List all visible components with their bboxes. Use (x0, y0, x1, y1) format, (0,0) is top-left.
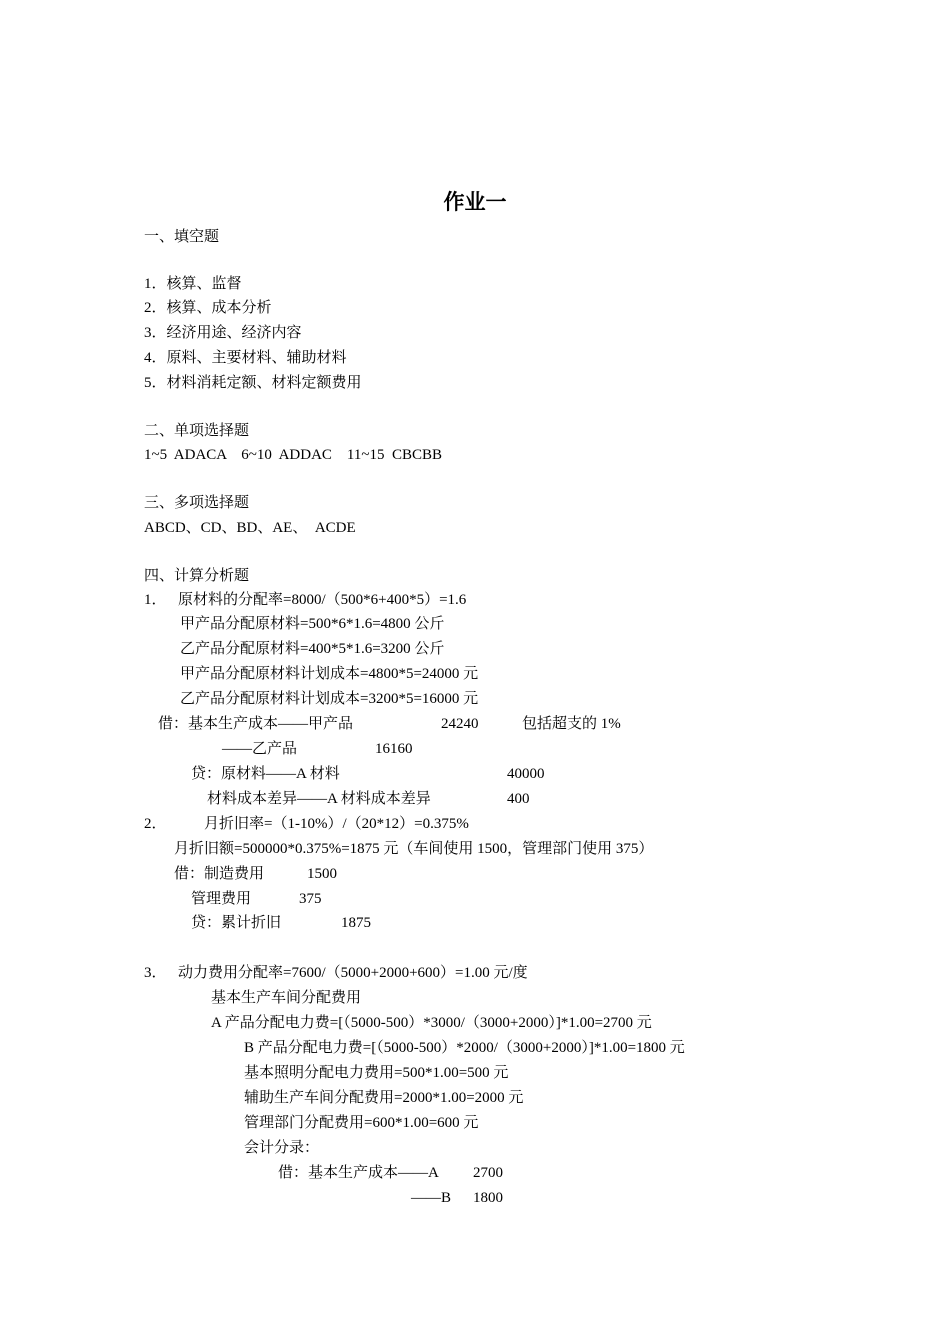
journal-entry-amount: 2700 (473, 1165, 503, 1181)
journal-entry-label: 贷：原材料——A 材料 (191, 766, 340, 782)
journal-entry-label: 贷：累计折旧 (191, 915, 282, 931)
journal-entry-label: ——B (411, 1190, 452, 1206)
calc-line: 乙产品分配原材料=400*5*1.6=3200 公斤 (180, 641, 445, 657)
answer-line: 5．材料消耗定额、材料定额费用 (144, 375, 362, 391)
calc-line: B 产品分配电力费=[（5000-500）*2000/（3000+2000）]*1.00=1800 元 (244, 1040, 685, 1056)
page-title: 作业一 (443, 190, 507, 214)
journal-entry-amount: 40000 (507, 766, 545, 782)
calc-line: 原材料的分配率=8000/（500*6+400*5）=1.6 (178, 592, 467, 608)
journal-entry-amount: 1875 (341, 915, 371, 931)
calc-line: 乙产品分配原材料计划成本=3200*5=16000 元 (180, 691, 479, 707)
journal-entry-label: 借：基本生产成本——A (278, 1165, 439, 1181)
calc-line: 月折旧率=（1-10%）/（20*12）=0.375% (204, 816, 469, 832)
section-heading-single-choice: 二、单项选择题 (144, 423, 250, 439)
section-heading-fill-blank: 一、填空题 (144, 229, 220, 245)
calc-line: 辅助生产车间分配费用=2000*1.00=2000 元 (244, 1090, 524, 1106)
calc-line: 会计分录： (244, 1140, 320, 1156)
calc-line: 甲产品分配原材料计划成本=4800*5=24000 元 (180, 666, 479, 682)
journal-entry-amount: 400 (507, 791, 530, 807)
calc-line: A 产品分配电力费=[（5000-500）*3000/（3000+2000）]*1.00=2700 元 (211, 1015, 652, 1031)
question-number: 3． (144, 965, 167, 981)
answer-line: 4．原料、主要材料、辅助材料 (144, 350, 347, 366)
journal-entry-label: ——乙产品 (222, 741, 298, 757)
calc-line: 管理部门分配费用=600*1.00=600 元 (244, 1115, 479, 1131)
journal-entry-amount: 1800 (473, 1190, 503, 1206)
journal-entry-label: 管理费用 (191, 891, 252, 907)
journal-entry-amount: 1500 (307, 866, 337, 882)
calc-line: 基本照明分配电力费用=500*1.00=500 元 (244, 1065, 509, 1081)
journal-entry-label: 借：基本生产成本——甲产品 (158, 716, 354, 732)
calc-line: 甲产品分配原材料=500*6*1.6=4800 公斤 (180, 616, 445, 632)
multi-choice-answers: ABCD、CD、BD、AE、 ACDE (144, 520, 356, 536)
journal-entry-note: 包括超支的 1% (522, 716, 621, 732)
question-number: 2． (144, 816, 167, 832)
journal-entry-label: 材料成本差异——A 材料成本差异 (207, 791, 431, 807)
journal-entry-amount: 375 (299, 891, 322, 907)
single-choice-answers: 1~5 ADACA 6~10 ADDAC 11~15 CBCBB (144, 447, 443, 463)
journal-entry-amount: 16160 (375, 741, 413, 757)
journal-entry-label: 借：制造费用 (174, 866, 265, 882)
calc-line: 月折旧额=500000*0.375%=1875 元（车间使用 1500，管理部门使用 375） (174, 841, 654, 857)
section-heading-multi-choice: 三、多项选择题 (144, 495, 250, 511)
calc-line: 动力费用分配率=7600/（5000+2000+600）=1.00 元/度 (178, 965, 528, 981)
section-heading-calculation: 四、计算分析题 (144, 568, 250, 584)
journal-entry-amount: 24240 (441, 716, 479, 732)
question-number: 1． (144, 592, 167, 608)
calc-line: 基本生产车间分配费用 (211, 990, 362, 1006)
answer-line: 1．核算、监督 (144, 276, 242, 292)
answer-line: 2．核算、成本分析 (144, 300, 272, 316)
answer-line: 3．经济用途、经济内容 (144, 325, 302, 341)
